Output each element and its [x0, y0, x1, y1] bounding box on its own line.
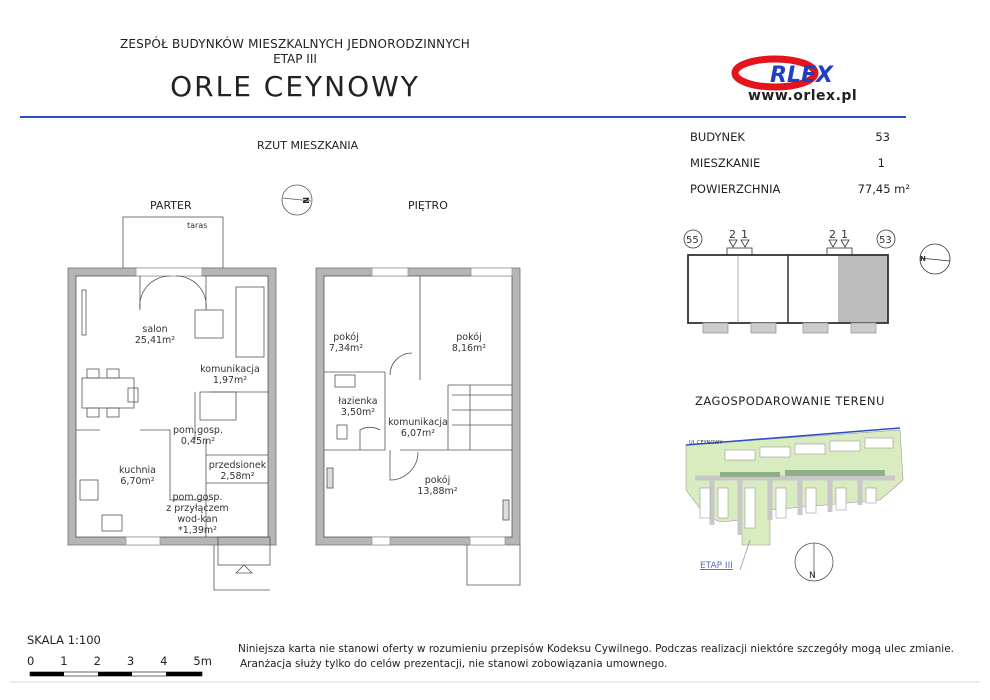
site-title: ZAGOSPODAROWANIE TERENU — [695, 394, 885, 408]
room-lazienka: łazienka 3,50m² — [338, 396, 378, 418]
room-salon: salon 25,41m² — [134, 324, 176, 346]
scale-tick: 5m — [193, 654, 212, 668]
taras-label: taras — [187, 221, 208, 230]
disclaimer-line-2: Aranżacja służy tylko do celów prezentacji, nie stanowi zobowiązania umownego. — [240, 658, 668, 670]
compass-letter: N — [301, 197, 310, 204]
parter-label: PARTER — [150, 199, 192, 212]
room-pom-gosp-wod-kan: pom.gosp. z przyłączem wod-kan *1,39m² — [166, 492, 229, 536]
scale-tick: 2 — [93, 654, 101, 668]
unit-number: 2 — [829, 228, 836, 241]
building-53-label: 53 — [879, 235, 892, 246]
building-55-label: 55 — [686, 235, 699, 246]
plan-title: RZUT MIESZKANIA — [257, 139, 359, 152]
info-value-mieszkanie: 1 — [877, 156, 885, 170]
info-value-powierzchnia: 77,45 m² — [857, 182, 910, 196]
svg-text:N: N — [809, 571, 816, 581]
unit-number: 1 — [741, 228, 748, 241]
scale-tick: 4 — [160, 654, 168, 668]
unit-number: 1 — [841, 228, 848, 241]
scale-tick: 3 — [126, 654, 135, 668]
room-pokoj-2: pokój 8,16m² — [451, 332, 487, 354]
room-pom-gosp: pom.gosp. 0,45m² — [173, 425, 223, 447]
room-pokoj-1: pokój 7,34m² — [328, 332, 364, 354]
project-stage: ETAP III — [273, 52, 317, 66]
room-kuchnia: kuchnia 6,70m² — [119, 465, 156, 487]
scale-title: SKALA 1:100 — [27, 633, 101, 647]
project-subtitle: ZESPÓŁ BUDYNKÓW MIESZKALNYCH JEDNORODZINNYCH — [119, 37, 471, 51]
street-label: UL.CEYNOWY — [689, 440, 723, 446]
pietro-label: PIĘTRO — [408, 199, 448, 212]
unit-number: 2 — [729, 228, 736, 241]
room-pokoj-3: pokój 13,88m² — [417, 475, 458, 497]
svg-text:N: N — [920, 255, 926, 263]
info-label-powierzchnia: POWIERZCHNIA — [690, 182, 781, 196]
scale-tick: 0 — [27, 654, 35, 668]
disclaimer-line-1: Niniejsza karta nie stanowi oferty w rozumieniu przepisów Kodeksu Cywilnego. Podczas realizacji niektóre szczegóły mogą ulec zmianie. — [238, 643, 954, 655]
room-przedsionek: przedsionek 2,58m² — [208, 460, 267, 482]
logo-url: www.orlex.pl — [748, 88, 858, 104]
info-label-budynek: BUDYNEK — [690, 130, 745, 144]
info-label-mieszkanie: MIESZKANIE — [690, 156, 761, 170]
project-title: ORLE CEYNOWY — [170, 70, 420, 103]
room-komunikacja-pietro: komunikacja 6,07m² — [388, 417, 448, 439]
stage-label: ETAP III — [700, 561, 733, 571]
info-value-budynek: 53 — [875, 130, 890, 144]
scale-tick: 1 — [60, 654, 68, 668]
svg-text:RLEX: RLEX — [770, 63, 833, 88]
room-komunikacja: komunikacja 1,97m² — [200, 364, 260, 386]
